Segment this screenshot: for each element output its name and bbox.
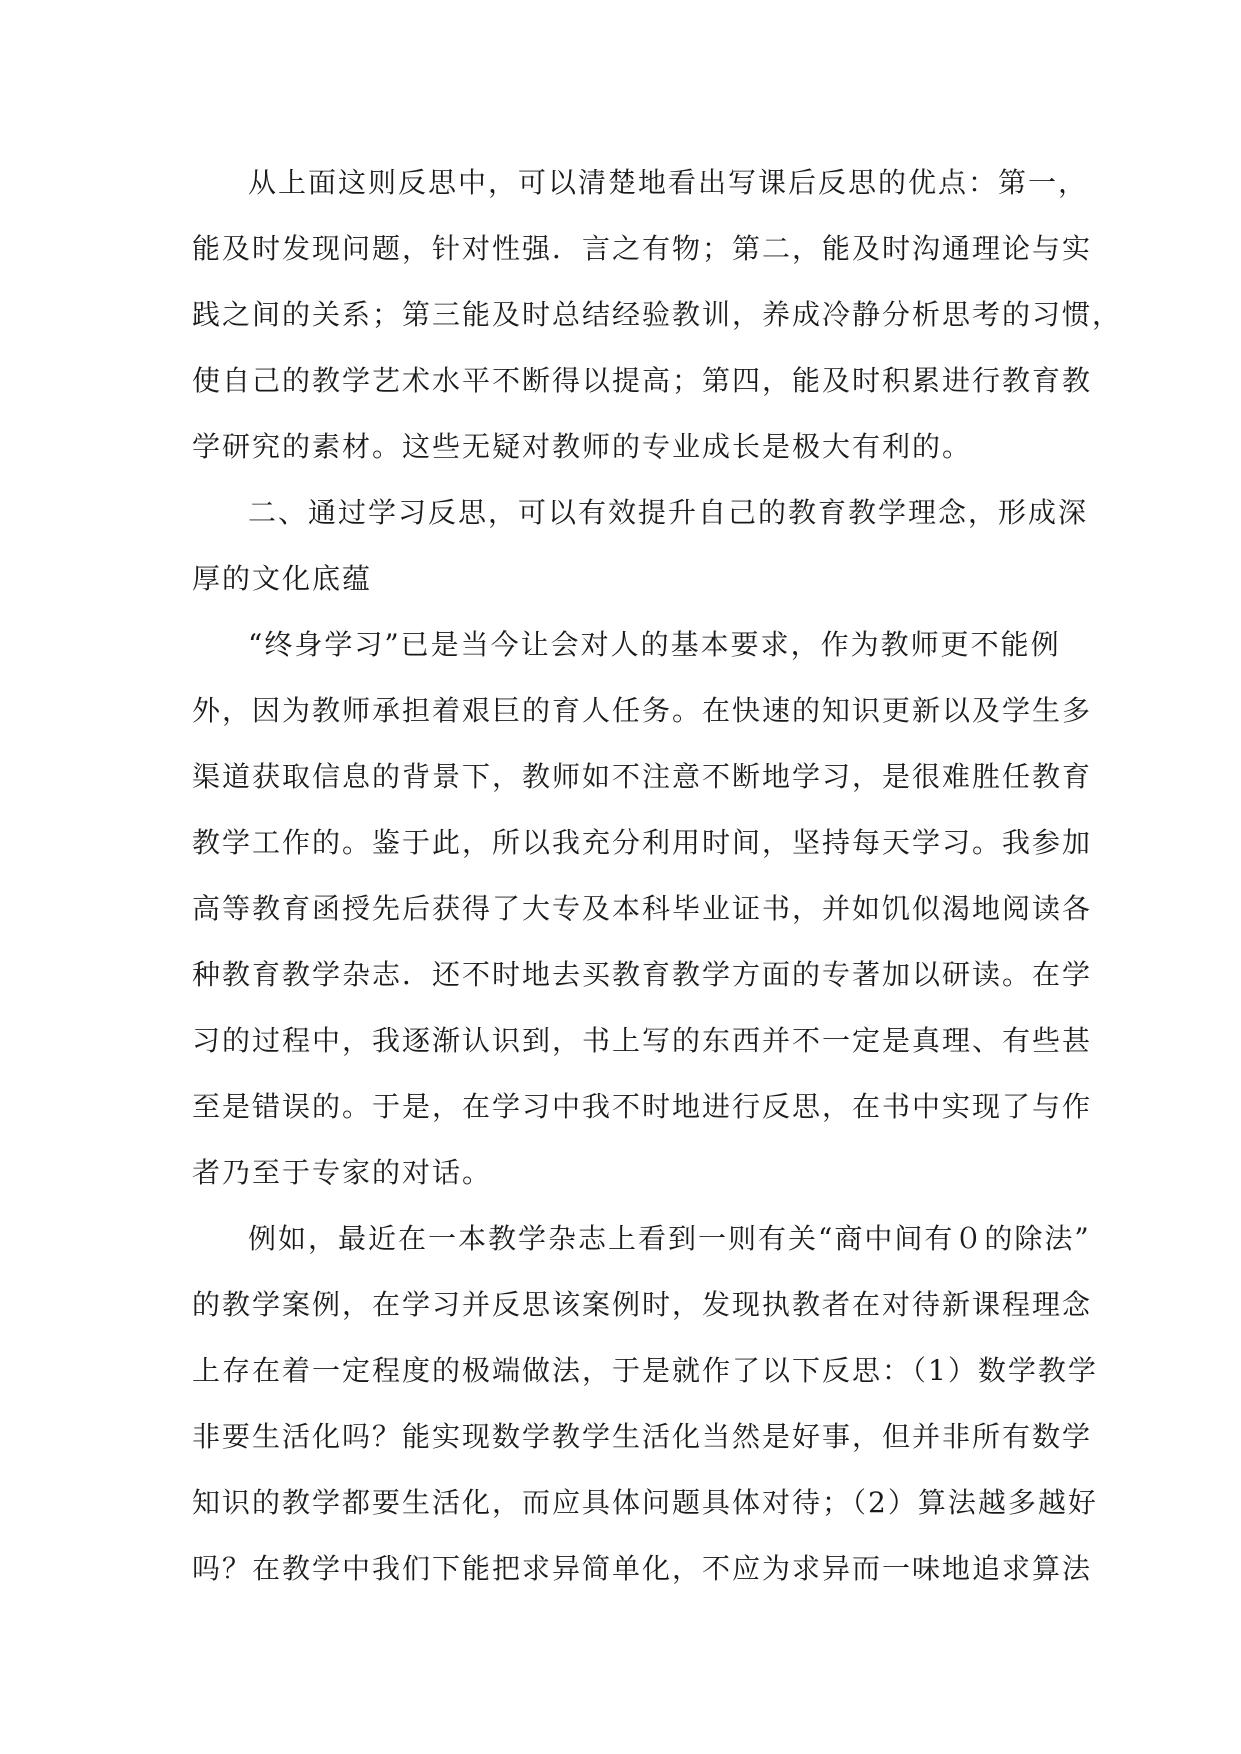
- text-line: 种教育教学杂志．还不时地去买教育教学方面的专著加以研读。在学: [192, 958, 1093, 991]
- text-line: 使自己的教学艺术水平不断得以提高；第四，能及时积累进行教育教: [192, 364, 1093, 397]
- text-line: 二、通过学习反思，可以有效提升自己的教育教学理念，形成深: [248, 496, 1089, 529]
- text-line: 渠道获取信息的背景下，教师如不注意不断地学习，是很难胜任教育: [192, 760, 1093, 793]
- text-line: 外，因为教师承担着艰巨的育人任务。在快速的知识更新以及学生多: [192, 694, 1093, 727]
- document-body: [192, 150, 1123, 1602]
- text-line: 高等教育函授先后获得了大专及本科毕业证书，并如饥似渴地阅读各: [192, 892, 1093, 925]
- text-line: 非要生活化吗？能实现数学教学生活化当然是好事，但并非所有数学: [192, 1420, 1093, 1453]
- text-line: 例如，最近在一本教学杂志上看到一则有关“商中间有０的除法”: [248, 1222, 1091, 1255]
- text-line: 上存在着一定程度的极端做法，于是就作了以下反思：（1）数学教学: [192, 1354, 1098, 1387]
- text-line: 学研究的素材。这些无疑对教师的专业成长是极大有利的。: [192, 430, 973, 463]
- text-line: 厚的文化底蕴: [192, 562, 373, 595]
- text-line: 能及时发现问题，针对性强．言之有物；第二，能及时沟通理论与实: [192, 232, 1093, 265]
- text-line: 至是错误的。于是，在学习中我不时地进行反思，在书中实现了与作: [192, 1090, 1093, 1123]
- text-line: 教学工作的。鉴于此，所以我充分利用时间，坚持每天学习。我参加: [192, 826, 1093, 859]
- text-line: 知识的教学都要生活化，而应具体问题具体对待；（2）算法越多越好: [192, 1486, 1098, 1519]
- text-line: 从上面这则反思中，可以清楚地看出写课后反思的优点：第一，: [248, 166, 1089, 199]
- text-line: 习的过程中，我逐渐认识到，书上写的东西并不一定是真理、有些甚: [192, 1024, 1093, 1057]
- text-line: 的教学案例，在学习并反思该案例时，发现执教者在对待新课程理念: [192, 1288, 1093, 1321]
- text-line: 吗？在教学中我们下能把求异简单化，不应为求异而一味地追求算法: [192, 1552, 1093, 1585]
- text-line: 践之间的关系；第三能及时总结经验教训，养成冷静分析思考的习惯，: [192, 298, 1123, 331]
- text-line: “终身学习”已是当今让会对人的基本要求，作为教师更不能例: [248, 628, 1061, 661]
- text-line: 者乃至于专家的对话。: [192, 1156, 493, 1189]
